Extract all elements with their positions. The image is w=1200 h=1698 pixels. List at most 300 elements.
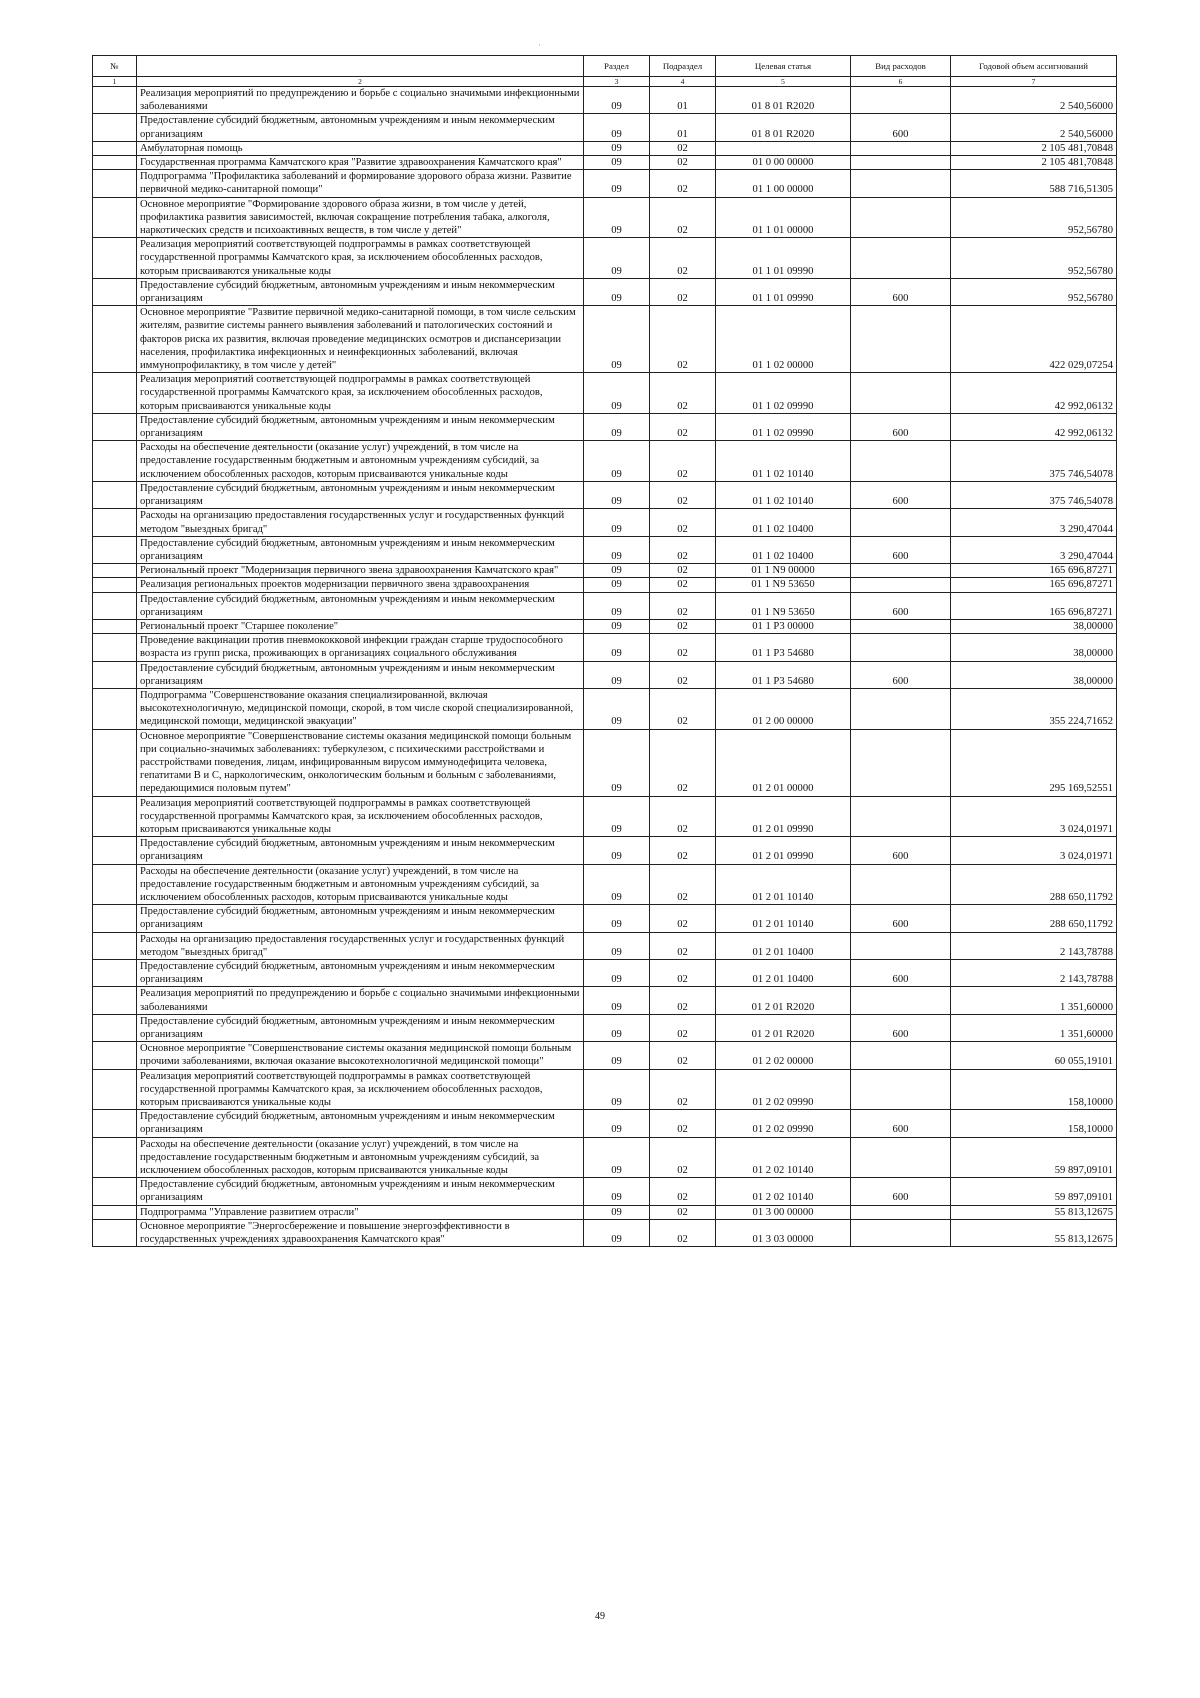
row-section-cell: 09 [584, 619, 650, 633]
row-article-cell: 01 3 00 00000 [716, 1205, 851, 1219]
row-number-cell [93, 1178, 137, 1205]
row-subsection-cell: 02 [650, 1205, 716, 1219]
row-amount-cell: 165 696,87271 [951, 564, 1117, 578]
row-kind-cell [851, 1137, 951, 1178]
row-amount-cell: 38,00000 [951, 661, 1117, 688]
row-subsection-cell: 02 [650, 509, 716, 536]
row-amount-cell: 158,10000 [951, 1110, 1117, 1137]
table-row [93, 905, 1117, 932]
table-row [93, 1110, 1117, 1137]
row-kind-cell [851, 864, 951, 905]
header-section: Раздел [584, 56, 650, 77]
row-section-cell: 09 [584, 197, 650, 238]
row-amount-cell: 355 224,71652 [951, 688, 1117, 729]
row-name-cell: Предоставление субсидий бюджетным, автономным учреждениям и иным некоммерческим организациям [137, 481, 584, 508]
row-number-cell [93, 278, 137, 305]
row-number-cell [93, 1137, 137, 1178]
row-subsection-cell: 02 [650, 373, 716, 414]
row-article-cell: 01 1 01 09990 [716, 278, 851, 305]
row-amount-cell: 295 169,52551 [951, 729, 1117, 796]
header-article: Целевая статья [716, 56, 851, 77]
row-number-cell [93, 987, 137, 1014]
table-row [93, 141, 1117, 155]
row-kind-cell [851, 87, 951, 114]
row-number-cell [93, 141, 137, 155]
row-number-cell [93, 1110, 137, 1137]
table-row [93, 481, 1117, 508]
row-section-cell: 09 [584, 413, 650, 440]
table-row [93, 373, 1117, 414]
row-article-cell: 01 2 01 09990 [716, 837, 851, 864]
row-section-cell: 09 [584, 481, 650, 508]
row-number-cell [93, 197, 137, 238]
column-number: 3 [584, 77, 650, 87]
row-subsection-cell: 02 [650, 1219, 716, 1246]
row-number-cell [93, 864, 137, 905]
row-section-cell: 09 [584, 509, 650, 536]
row-name-cell: Амбулаторная помощь [137, 141, 584, 155]
row-number-cell [93, 619, 137, 633]
row-article-cell: 01 2 01 10140 [716, 864, 851, 905]
row-name-cell: Региональный проект "Модернизация первичного звена здравоохранения Камчатского края" [137, 564, 584, 578]
table-row [93, 306, 1117, 373]
row-kind-cell [851, 796, 951, 837]
row-kind-cell: 600 [851, 413, 951, 440]
row-subsection-cell: 02 [650, 987, 716, 1014]
row-kind-cell: 600 [851, 960, 951, 987]
column-number: 2 [137, 77, 584, 87]
row-subsection-cell: 02 [650, 578, 716, 592]
row-section-cell: 09 [584, 1219, 650, 1246]
row-name-cell: Предоставление субсидий бюджетным, автономным учреждениям и иным некоммерческим организациям [137, 278, 584, 305]
row-number-cell [93, 238, 137, 279]
row-article-cell: 01 2 02 10140 [716, 1137, 851, 1178]
row-amount-cell: 952,56780 [951, 278, 1117, 305]
row-article-cell: 01 1 N9 53650 [716, 592, 851, 619]
row-kind-cell [851, 619, 951, 633]
row-name-cell: Расходы на организацию предоставления государственных услуг и государственных функций методом "выездных бригад" [137, 509, 584, 536]
table-row [93, 238, 1117, 279]
row-number-cell [93, 1205, 137, 1219]
table-row [93, 413, 1117, 440]
row-subsection-cell: 02 [650, 1042, 716, 1069]
row-number-cell [93, 592, 137, 619]
row-article-cell: 01 2 01 R2020 [716, 1014, 851, 1041]
row-article-cell: 01 1 P3 54680 [716, 661, 851, 688]
row-subsection-cell: 01 [650, 87, 716, 114]
row-section-cell: 09 [584, 87, 650, 114]
row-amount-cell: 3 024,01971 [951, 796, 1117, 837]
header-kind: Вид расходов [851, 56, 951, 77]
row-amount-cell: 3 290,47044 [951, 536, 1117, 563]
row-kind-cell: 600 [851, 905, 951, 932]
row-article-cell: 01 2 01 09990 [716, 796, 851, 837]
row-name-cell: Расходы на обеспечение деятельности (оказание услуг) учреждений, в том числе на предоставление государственным бюджетным и автономным учреждениям субсидий, за исключением обособленных расходов, которым присваиваются уникальные коды [137, 864, 584, 905]
row-amount-cell: 3 290,47044 [951, 509, 1117, 536]
row-amount-cell: 2 540,56000 [951, 114, 1117, 141]
row-name-cell: Предоставление субсидий бюджетным, автономным учреждениям и иным некоммерческим организациям [137, 1178, 584, 1205]
row-section-cell: 09 [584, 170, 650, 197]
row-name-cell: Реализация мероприятий по предупреждению и борьбе с социально значимыми инфекционными заболеваниями [137, 87, 584, 114]
row-kind-cell [851, 197, 951, 238]
row-number-cell [93, 373, 137, 414]
table-row [93, 619, 1117, 633]
row-section-cell: 09 [584, 729, 650, 796]
row-subsection-cell: 02 [650, 864, 716, 905]
row-article-cell: 01 8 01 R2020 [716, 114, 851, 141]
row-number-cell [93, 1014, 137, 1041]
row-kind-cell [851, 441, 951, 482]
row-article-cell: 01 1 01 09990 [716, 238, 851, 279]
table-row [93, 1014, 1117, 1041]
row-number-cell [93, 578, 137, 592]
table-row [93, 634, 1117, 661]
row-name-cell: Предоставление субсидий бюджетным, автономным учреждениям и иным некоммерческим организациям [137, 1014, 584, 1041]
row-number-cell [93, 1042, 137, 1069]
row-section-cell: 09 [584, 1042, 650, 1069]
row-amount-cell: 38,00000 [951, 619, 1117, 633]
header-name [137, 56, 584, 77]
row-subsection-cell: 02 [650, 1137, 716, 1178]
row-section-cell: 09 [584, 592, 650, 619]
row-amount-cell: 1 351,60000 [951, 987, 1117, 1014]
row-subsection-cell: 02 [650, 141, 716, 155]
row-subsection-cell: 02 [650, 481, 716, 508]
row-kind-cell: 600 [851, 661, 951, 688]
table-row [93, 156, 1117, 170]
table-row [93, 864, 1117, 905]
row-article-cell: 01 3 03 00000 [716, 1219, 851, 1246]
row-name-cell: Основное мероприятие "Совершенствование системы оказания медицинской помощи больным прочими заболеваниями, включая оказание высокотехнологичной медицинской помощи" [137, 1042, 584, 1069]
row-number-cell [93, 114, 137, 141]
row-kind-cell [851, 932, 951, 959]
column-number: 1 [93, 77, 137, 87]
row-article-cell [716, 141, 851, 155]
row-article-cell: 01 1 02 09990 [716, 373, 851, 414]
column-number: 7 [951, 77, 1117, 87]
row-amount-cell: 288 650,11792 [951, 864, 1117, 905]
column-number-row [93, 77, 1117, 87]
table-row [93, 87, 1117, 114]
row-amount-cell: 55 813,12675 [951, 1219, 1117, 1246]
row-amount-cell: 55 813,12675 [951, 1205, 1117, 1219]
row-number-cell [93, 441, 137, 482]
table-row [93, 729, 1117, 796]
row-amount-cell: 1 351,60000 [951, 1014, 1117, 1041]
row-subsection-cell: 02 [650, 413, 716, 440]
row-name-cell: Предоставление субсидий бюджетным, автономным учреждениям и иным некоммерческим организациям [137, 905, 584, 932]
row-subsection-cell: 02 [650, 634, 716, 661]
row-amount-cell: 59 897,09101 [951, 1137, 1117, 1178]
row-subsection-cell: 02 [650, 197, 716, 238]
row-number-cell [93, 932, 137, 959]
row-subsection-cell: 02 [650, 156, 716, 170]
row-number-cell [93, 1219, 137, 1246]
row-name-cell: Реализация мероприятий соответствующей подпрограммы в рамках соответствующей государственной программы Камчатского края, за исключением обособленных расходов, которым присваиваются уникальные коды [137, 373, 584, 414]
row-article-cell: 01 1 02 10400 [716, 536, 851, 563]
table-row [93, 1219, 1117, 1246]
row-section-cell: 09 [584, 1137, 650, 1178]
row-name-cell: Основное мероприятие "Формирование здорового образа жизни, в том числе у детей, профилактика развития зависимостей, включая сокращение потребления табака, алкоголя, наркотических средств и психоактивных веществ, в том числе у детей" [137, 197, 584, 238]
row-article-cell: 01 2 01 10400 [716, 960, 851, 987]
row-kind-cell [851, 634, 951, 661]
row-kind-cell [851, 1219, 951, 1246]
row-section-cell: 09 [584, 864, 650, 905]
row-section-cell: 09 [584, 141, 650, 155]
row-name-cell: Расходы на обеспечение деятельности (оказание услуг) учреждений, в том числе на предоставление государственным бюджетным и автономным учреждениям субсидий, за исключением обособленных расходов, которым присваиваются уникальные коды [137, 441, 584, 482]
row-article-cell: 01 1 02 10400 [716, 509, 851, 536]
table-row [93, 278, 1117, 305]
table-row [93, 1137, 1117, 1178]
row-subsection-cell: 01 [650, 114, 716, 141]
row-section-cell: 09 [584, 837, 650, 864]
row-kind-cell [851, 1205, 951, 1219]
scan-mark: · [538, 40, 541, 50]
row-name-cell: Реализация мероприятий соответствующей подпрограммы в рамках соответствующей государственной программы Камчатского края, за исключением обособленных расходов, которым присваиваются уникальные коды [137, 238, 584, 279]
row-article-cell: 01 2 02 00000 [716, 1042, 851, 1069]
row-article-cell: 01 2 01 R2020 [716, 987, 851, 1014]
row-kind-cell [851, 509, 951, 536]
row-number-cell [93, 481, 137, 508]
header-subsection: Подраздел [650, 56, 716, 77]
row-subsection-cell: 02 [650, 960, 716, 987]
row-subsection-cell: 02 [650, 905, 716, 932]
row-amount-cell: 422 029,07254 [951, 306, 1117, 373]
row-subsection-cell: 02 [650, 1014, 716, 1041]
row-kind-cell: 600 [851, 114, 951, 141]
row-article-cell: 01 2 02 09990 [716, 1110, 851, 1137]
row-amount-cell: 60 055,19101 [951, 1042, 1117, 1069]
row-kind-cell [851, 156, 951, 170]
row-name-cell: Предоставление субсидий бюджетным, автономным учреждениям и иным некоммерческим организациям [137, 837, 584, 864]
row-section-cell: 09 [584, 1069, 650, 1110]
row-name-cell: Государственная программа Камчатского края "Развитие здравоохранения Камчатского края" [137, 156, 584, 170]
row-amount-cell: 952,56780 [951, 238, 1117, 279]
row-section-cell: 09 [584, 441, 650, 482]
row-section-cell: 09 [584, 306, 650, 373]
row-amount-cell: 588 716,51305 [951, 170, 1117, 197]
row-subsection-cell: 02 [650, 278, 716, 305]
row-article-cell: 01 1 02 10140 [716, 441, 851, 482]
row-section-cell: 09 [584, 1205, 650, 1219]
row-article-cell: 01 2 02 09990 [716, 1069, 851, 1110]
row-amount-cell: 288 650,11792 [951, 905, 1117, 932]
table-row [93, 960, 1117, 987]
row-article-cell: 01 2 01 10400 [716, 932, 851, 959]
row-number-cell [93, 729, 137, 796]
row-section-cell: 09 [584, 796, 650, 837]
row-article-cell: 01 1 P3 54680 [716, 634, 851, 661]
row-article-cell: 01 2 02 10140 [716, 1178, 851, 1205]
page-number: 49 [595, 1611, 605, 1622]
row-name-cell: Предоставление субсидий бюджетным, автономным учреждениям и иным некоммерческим организациям [137, 536, 584, 563]
row-subsection-cell: 02 [650, 592, 716, 619]
row-name-cell: Расходы на обеспечение деятельности (оказание услуг) учреждений, в том числе на предоставление государственным бюджетным и автономным учреждениям субсидий, за исключением обособленных расходов, которым присваиваются уникальные коды [137, 1137, 584, 1178]
row-section-cell: 09 [584, 987, 650, 1014]
header-num: № [93, 56, 137, 77]
row-subsection-cell: 02 [650, 564, 716, 578]
row-name-cell: Предоставление субсидий бюджетным, автономным учреждениям и иным некоммерческим организациям [137, 960, 584, 987]
table-row [93, 1205, 1117, 1219]
row-section-cell: 09 [584, 932, 650, 959]
row-kind-cell [851, 688, 951, 729]
row-article-cell: 01 2 01 10140 [716, 905, 851, 932]
table-row [93, 987, 1117, 1014]
row-kind-cell [851, 238, 951, 279]
row-article-cell: 01 1 N9 53650 [716, 578, 851, 592]
row-number-cell [93, 156, 137, 170]
row-amount-cell: 165 696,87271 [951, 578, 1117, 592]
row-subsection-cell: 02 [650, 688, 716, 729]
row-amount-cell: 3 024,01971 [951, 837, 1117, 864]
row-article-cell: 01 1 N9 00000 [716, 564, 851, 578]
column-number: 6 [851, 77, 951, 87]
row-kind-cell: 600 [851, 837, 951, 864]
row-number-cell [93, 634, 137, 661]
table-row [93, 1178, 1117, 1205]
row-number-cell [93, 306, 137, 373]
row-kind-cell: 600 [851, 1178, 951, 1205]
budget-table [92, 55, 1117, 1247]
row-amount-cell: 42 992,06132 [951, 413, 1117, 440]
row-section-cell: 09 [584, 156, 650, 170]
row-amount-cell: 2 143,78788 [951, 932, 1117, 959]
table-body [93, 87, 1117, 1247]
row-kind-cell [851, 141, 951, 155]
table-row [93, 796, 1117, 837]
table-row [93, 564, 1117, 578]
table-header-row [93, 56, 1117, 77]
row-number-cell [93, 960, 137, 987]
row-article-cell: 01 2 00 00000 [716, 688, 851, 729]
column-number: 5 [716, 77, 851, 87]
row-number-cell [93, 688, 137, 729]
row-subsection-cell: 02 [650, 661, 716, 688]
row-article-cell: 01 2 01 00000 [716, 729, 851, 796]
row-amount-cell: 375 746,54078 [951, 441, 1117, 482]
row-kind-cell [851, 729, 951, 796]
table-row [93, 441, 1117, 482]
row-article-cell: 01 1 00 00000 [716, 170, 851, 197]
row-kind-cell [851, 1042, 951, 1069]
row-subsection-cell: 02 [650, 306, 716, 373]
table-row [93, 536, 1117, 563]
row-amount-cell: 59 897,09101 [951, 1178, 1117, 1205]
row-section-cell: 09 [584, 960, 650, 987]
row-name-cell: Реализация мероприятий по предупреждению и борьбе с социально значимыми инфекционными заболеваниями [137, 987, 584, 1014]
row-amount-cell: 42 992,06132 [951, 373, 1117, 414]
row-article-cell: 01 1 02 00000 [716, 306, 851, 373]
column-number: 4 [650, 77, 716, 87]
row-article-cell: 01 1 02 10140 [716, 481, 851, 508]
row-article-cell: 01 8 01 R2020 [716, 87, 851, 114]
row-name-cell: Предоставление субсидий бюджетным, автономным учреждениям и иным некоммерческим организациям [137, 1110, 584, 1137]
row-name-cell: Расходы на организацию предоставления государственных услуг и государственных функций методом "выездных бригад" [137, 932, 584, 959]
row-amount-cell: 952,56780 [951, 197, 1117, 238]
row-name-cell: Реализация мероприятий соответствующей подпрограммы в рамках соответствующей государственной программы Камчатского края, за исключением обособленных расходов, которым присваиваются уникальные коды [137, 796, 584, 837]
row-section-cell: 09 [584, 578, 650, 592]
row-amount-cell: 375 746,54078 [951, 481, 1117, 508]
row-amount-cell: 2 105 481,70848 [951, 141, 1117, 155]
row-subsection-cell: 02 [650, 441, 716, 482]
document-sheet [92, 55, 1116, 1247]
table-row [93, 837, 1117, 864]
row-subsection-cell: 02 [650, 536, 716, 563]
row-section-cell: 09 [584, 688, 650, 729]
row-kind-cell: 600 [851, 536, 951, 563]
table-row [93, 592, 1117, 619]
row-kind-cell [851, 987, 951, 1014]
row-kind-cell [851, 306, 951, 373]
row-article-cell: 01 1 P3 00000 [716, 619, 851, 633]
row-amount-cell: 2 143,78788 [951, 960, 1117, 987]
table-row [93, 170, 1117, 197]
row-number-cell [93, 564, 137, 578]
row-name-cell: Подпрограмма "Совершенствование оказания специализированной, включая высокотехнологичную, медицинской помощи, скорой, в том числе скорой специализированной, медицинской помощи, медицинской эвакуации" [137, 688, 584, 729]
row-kind-cell [851, 170, 951, 197]
row-number-cell [93, 1069, 137, 1110]
row-name-cell: Подпрограмма "Профилактика заболеваний и формирование здорового образа жизни. Развитие первичной медико-санитарной помощи" [137, 170, 584, 197]
row-subsection-cell: 02 [650, 1069, 716, 1110]
row-name-cell: Региональный проект "Старшее поколение" [137, 619, 584, 633]
row-article-cell: 01 0 00 00000 [716, 156, 851, 170]
row-subsection-cell: 02 [650, 729, 716, 796]
row-article-cell: 01 1 02 09990 [716, 413, 851, 440]
row-section-cell: 09 [584, 564, 650, 578]
row-name-cell: Подпрограмма "Управление развитием отрасли" [137, 1205, 584, 1219]
row-section-cell: 09 [584, 1014, 650, 1041]
row-number-cell [93, 413, 137, 440]
row-subsection-cell: 02 [650, 837, 716, 864]
row-name-cell: Предоставление субсидий бюджетным, автономным учреждениям и иным некоммерческим организациям [137, 413, 584, 440]
row-subsection-cell: 02 [650, 1110, 716, 1137]
table-row [93, 578, 1117, 592]
row-section-cell: 09 [584, 1110, 650, 1137]
row-section-cell: 09 [584, 278, 650, 305]
row-subsection-cell: 02 [650, 1178, 716, 1205]
row-section-cell: 09 [584, 905, 650, 932]
row-subsection-cell: 02 [650, 238, 716, 279]
table-row [93, 661, 1117, 688]
row-section-cell: 09 [584, 536, 650, 563]
row-section-cell: 09 [584, 1178, 650, 1205]
row-subsection-cell: 02 [650, 932, 716, 959]
row-name-cell: Предоставление субсидий бюджетным, автономным учреждениям и иным некоммерческим организациям [137, 661, 584, 688]
row-number-cell [93, 905, 137, 932]
row-amount-cell: 2 540,56000 [951, 87, 1117, 114]
table-row [93, 688, 1117, 729]
row-kind-cell: 600 [851, 278, 951, 305]
row-article-cell: 01 1 01 00000 [716, 197, 851, 238]
row-number-cell [93, 509, 137, 536]
row-amount-cell: 158,10000 [951, 1069, 1117, 1110]
row-number-cell [93, 536, 137, 563]
row-subsection-cell: 02 [650, 170, 716, 197]
header-amount: Годовой объем ассигнований [951, 56, 1117, 77]
row-number-cell [93, 661, 137, 688]
row-name-cell: Проведение вакцинации против пневмококковой инфекции граждан старше трудоспособного возраста из групп риска, проживающих в организациях социального обслуживания [137, 634, 584, 661]
row-number-cell [93, 87, 137, 114]
row-amount-cell: 165 696,87271 [951, 592, 1117, 619]
row-kind-cell [851, 1069, 951, 1110]
row-name-cell: Основное мероприятие "Энергосбережение и повышение энергоэффективности в государственных учреждениях здравоохранения Камчатского края" [137, 1219, 584, 1246]
row-amount-cell: 2 105 481,70848 [951, 156, 1117, 170]
row-kind-cell: 600 [851, 1110, 951, 1137]
row-kind-cell [851, 373, 951, 414]
table-row [93, 1069, 1117, 1110]
row-kind-cell [851, 564, 951, 578]
table-row [93, 1042, 1117, 1069]
